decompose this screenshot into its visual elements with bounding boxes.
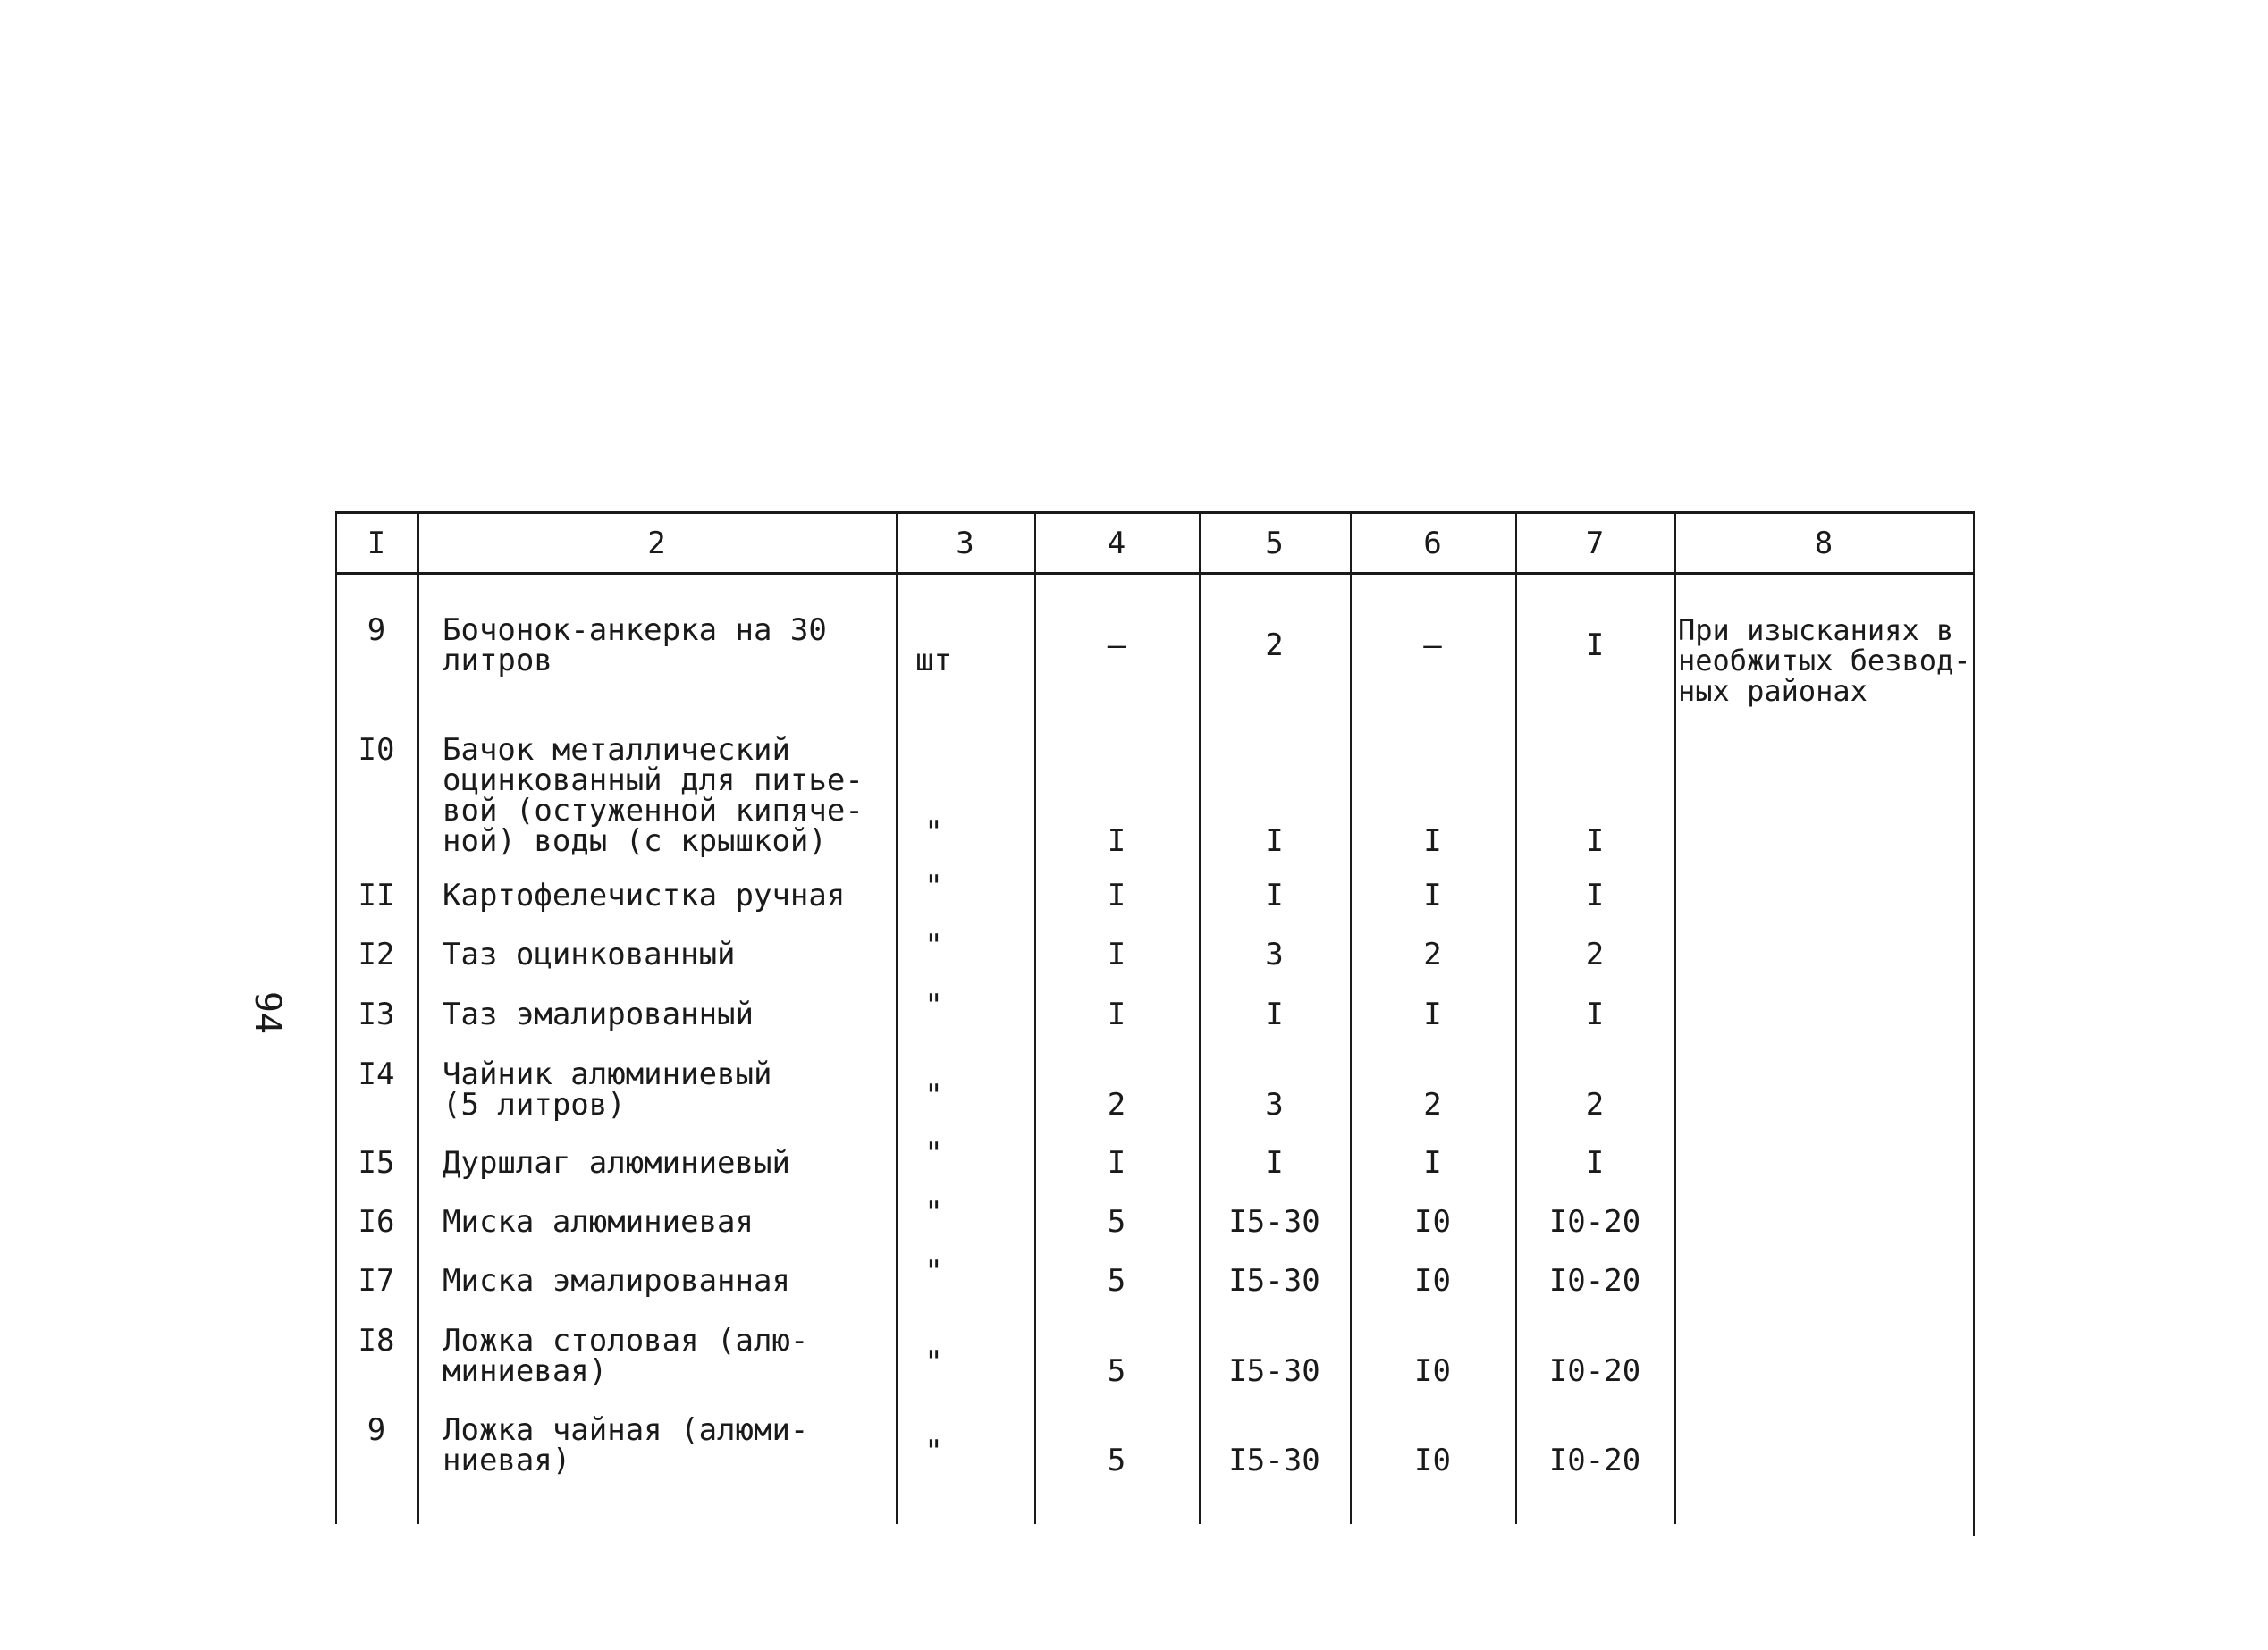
unit-of-measure: ": [924, 814, 943, 850]
item-name: Таз оцинкованный: [443, 937, 736, 972]
item-name: Бачок металлический оцинкованный для питье- вой (остуженной кипяче- ной) воды (с крышкой): [443, 732, 864, 859]
quantity-cell: I: [1423, 823, 1442, 859]
quantity-cell: I5-30: [1228, 1353, 1320, 1389]
item-name: Миска алюминиевая: [443, 1204, 754, 1240]
quantity-cell: I: [1423, 997, 1442, 1032]
column-header: 4: [1107, 526, 1126, 561]
quantity-cell: 3: [1265, 937, 1284, 972]
quantity-cell: I5-30: [1228, 1263, 1320, 1299]
quantity-cell: –: [1107, 627, 1126, 663]
quantity-cell: I: [1585, 823, 1605, 859]
row-number: I7: [358, 1263, 395, 1299]
unit-of-measure: ": [924, 1344, 943, 1380]
column-header: 3: [956, 526, 974, 561]
quantity-cell: I: [1265, 997, 1284, 1032]
quantity-cell: 2: [1265, 627, 1284, 663]
quantity-cell: 2: [1423, 1087, 1442, 1123]
item-name: Таз эмалированный: [443, 997, 754, 1032]
unit-of-measure: шт: [915, 643, 952, 678]
quantity-cell: 2: [1585, 937, 1605, 972]
quantity-cell: I: [1265, 878, 1284, 913]
quantity-cell: I: [1423, 1145, 1442, 1181]
quantity-cell: I0: [1414, 1263, 1451, 1299]
item-name: Миска эмалированная: [443, 1263, 790, 1299]
column-header: 8: [1814, 526, 1834, 561]
unit-of-measure: ": [924, 1078, 943, 1114]
quantity-cell: 5: [1107, 1443, 1126, 1478]
column-header: 7: [1585, 526, 1605, 561]
quantity-cell: I0: [1414, 1204, 1451, 1240]
quantity-cell: I: [1585, 878, 1605, 913]
quantity-cell: I0-20: [1548, 1353, 1641, 1389]
quantity-cell: I0: [1414, 1353, 1451, 1389]
quantity-cell: I: [1107, 878, 1126, 913]
column-header: 2: [647, 526, 666, 561]
note-cell: При изысканиях в необжитых безвод- ных районах: [1678, 613, 1971, 708]
quantity-cell: I: [1107, 997, 1126, 1032]
row-number: I5: [358, 1145, 395, 1181]
quantity-cell: I: [1107, 937, 1126, 972]
unit-of-measure: ": [924, 928, 943, 964]
row-number: II: [358, 878, 395, 913]
quantity-cell: I: [1585, 627, 1605, 663]
quantity-cell: 5: [1107, 1204, 1126, 1240]
row-number: 9: [367, 612, 386, 648]
page-number: 94: [247, 990, 289, 1035]
unit-of-measure: ": [924, 1434, 943, 1469]
unit-of-measure: ": [924, 1136, 943, 1172]
row-number: I4: [358, 1057, 395, 1092]
row-number: I0: [358, 732, 395, 768]
header-bottom-rule: [335, 572, 1973, 575]
quantity-cell: 5: [1107, 1263, 1126, 1299]
quantity-cell: 2: [1107, 1087, 1126, 1123]
row-number: I6: [358, 1204, 395, 1240]
column-rule: [1973, 511, 1975, 1536]
column-header: I: [367, 526, 386, 561]
quantity-cell: I: [1585, 997, 1605, 1032]
quantity-cell: 2: [1423, 937, 1442, 972]
quantity-cell: I: [1107, 1145, 1126, 1181]
quantity-cell: I5-30: [1228, 1204, 1320, 1240]
row-number: 9: [367, 1412, 386, 1448]
quantity-cell: 3: [1265, 1087, 1284, 1123]
quantity-cell: –: [1423, 627, 1442, 663]
column-header: 5: [1265, 526, 1284, 561]
row-number: I8: [358, 1323, 395, 1359]
unit-of-measure: ": [924, 1195, 943, 1231]
item-name: Чайник алюминиевый (5 литров): [443, 1057, 772, 1123]
column-header: 6: [1423, 526, 1442, 561]
item-name: Ложка столовая (алю- миниевая): [443, 1323, 809, 1389]
unit-of-measure: ": [924, 1254, 943, 1290]
row-number: I3: [358, 997, 395, 1032]
quantity-cell: I: [1585, 1145, 1605, 1181]
column-rule: [1674, 511, 1676, 1524]
row-number: I2: [358, 937, 395, 972]
item-name: Ложка чайная (алюми- ниевая): [443, 1412, 809, 1478]
quantity-cell: I0: [1414, 1443, 1451, 1478]
quantity-cell: 2: [1585, 1087, 1605, 1123]
quantity-cell: I0-20: [1548, 1443, 1641, 1478]
item-name: Дуршлаг алюминиевый: [443, 1145, 790, 1181]
column-rule: [417, 511, 419, 1524]
quantity-cell: I: [1265, 1145, 1284, 1181]
unit-of-measure: ": [924, 869, 943, 905]
quantity-cell: I: [1265, 823, 1284, 859]
item-name: Картофелечистка ручная: [443, 878, 846, 913]
quantity-cell: I: [1423, 878, 1442, 913]
quantity-cell: I: [1107, 823, 1126, 859]
quantity-cell: I0-20: [1548, 1263, 1641, 1299]
quantity-cell: I5-30: [1228, 1443, 1320, 1478]
quantity-cell: 5: [1107, 1353, 1126, 1389]
item-name: Бочонок-анкерка на 30 литров: [443, 612, 827, 678]
unit-of-measure: ": [924, 988, 943, 1023]
quantity-cell: I0-20: [1548, 1204, 1641, 1240]
table-top-rule: [335, 511, 1973, 514]
